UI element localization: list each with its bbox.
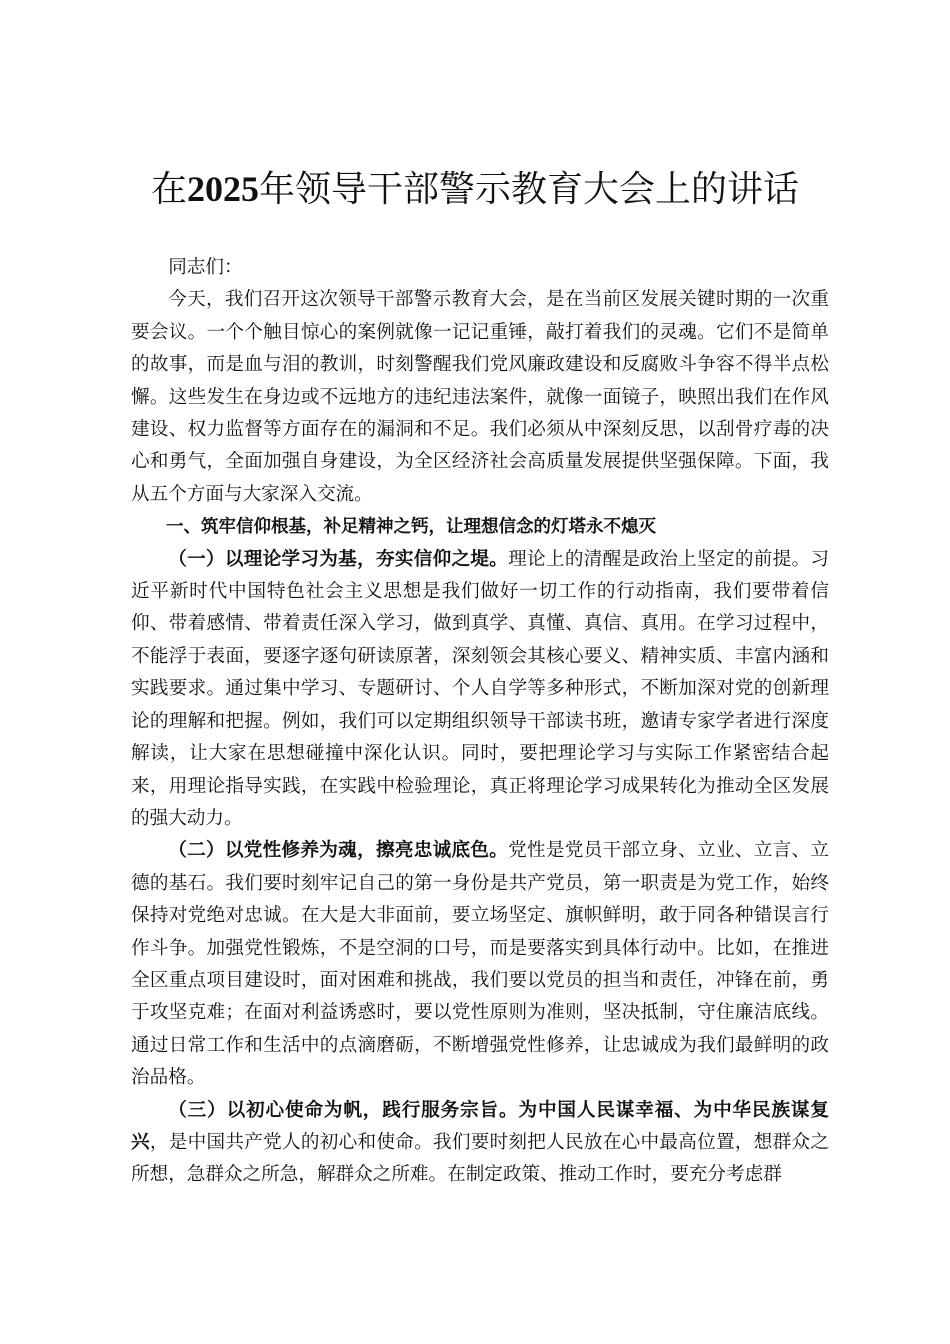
document-body (131, 252, 829, 1192)
title-prefix: 在 (150, 169, 187, 210)
section-heading-1: 一、筑牢信仰根基，补足精神之钙，让理想信念的灯塔永不熄灭 (166, 517, 656, 538)
salutation: 同志们： (168, 257, 243, 278)
subsection-3-heading: （三）以初心使命为帆，践行服务宗旨。为中国人民谋幸福、为中华民族谋复兴 (131, 1099, 829, 1153)
subsection-3 (131, 1095, 829, 1192)
subsection-1 (131, 544, 829, 836)
subsection-2-body: 党性是党员干部立身、立业、立言、立德的基石。我们要时刻牢记自己的第一身份是共产党员，第一职责是为党工作，始终保持对党绝对忠诚。在大是大非面前，要立场坚定、旗帜鲜明，敢于同各种错误言行作斗争。加强党性锻炼，不是空洞的口号，而是要落实到具体行动中。比如，在推进全区重点项目建设时，面对困难和挑战，我们要以党员的担当和责任，冲锋在前，勇于攻坚克难；在面对利益诱惑时，要以党性原则为准则，坚决抵制，守住廉洁底线。通过日常工作和生活中的点滴磨砺，不断增强党性修养，让忠诚成为我们最鲜明的政治品格。 (131, 840, 829, 1089)
subsection-2 (131, 835, 829, 1094)
title-year: 2025 (187, 169, 259, 209)
subsection-1-heading: （一）以理论学习为基，夯实信仰之堤。 (168, 548, 509, 570)
subsection-2-heading: （二）以党性修养为魂，擦亮忠诚底色。 (168, 840, 509, 862)
intro-paragraph: 今天，我们召开这次领导干部警示教育大会，是在当前区发展关键时期的一次重要会议。一个个触目惊心的案例就像一记记重锤，敲打着我们的灵魂。它们不是简单的故事，而是血与泪的教训，时刻警醒我们党风廉政建设和反腐败斗争容不得半点松懈。这些发生在身边或不远地方的违纪违法案件，就像一面镜子，映照出我们在作风建设、权力监督等方面存在的漏洞和不足。我们必须从中深刻反思，以刮骨疗毒的决心和勇气，全面加强自身建设，为全区经济社会高质量发展提供坚强保障。下面，我从五个方面与大家深入交流。 (131, 289, 829, 505)
document-title (0, 165, 950, 214)
title-suffix: 年领导干部警示教育大会上的讲话 (259, 169, 800, 210)
subsection-1-body: 理论上的清醒是政治上坚定的前提。习近平新时代中国特色社会主义思想是我们做好一切工作的行动指南，我们要带着信仰、带着感情、带着责任深入学习，做到真学、真懂、真信、真用。在学习过程中，不能浮于表面，要逐字逐句研读原著，深刻领会其核心要义、精神实质、丰富内涵和实践要求。通过集中学习、专题研讨、个人自学等多种形式，不断加深对党的创新理论的理解和把握。例如，我们可以定期组织领导干部读书班，邀请专家学者进行深度解读，让大家在思想碰撞中深化认识。同时，要把理论学习与实际工作紧密结合起来，用理论指导实践，在实践中检验理论，真正将理论学习成果转化为推动全区发展的强大动力。 (131, 548, 829, 829)
subsection-3-body: ，是中国共产党人的初心和使命。我们要时刻把人民放在心中最高位置，想群众之所想，急群众之所急，解群众之所难。在制定政策、推动工作时，要充分考虑群 (131, 1131, 829, 1186)
